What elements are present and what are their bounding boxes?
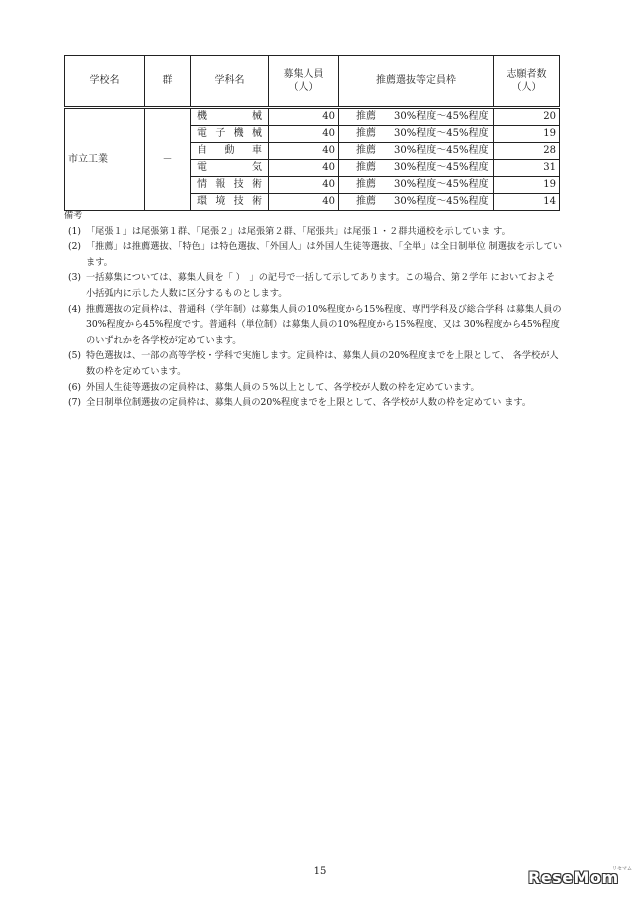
capacity-cell: 40 [269, 194, 339, 211]
note-text: 全日制単位制選抜の定員枠は、募集人員の20%程度までを上限として、各学校が人数の枠を定めてい ます。 [86, 397, 532, 409]
header-group: 群 [145, 56, 191, 108]
note-item [64, 380, 564, 396]
note-item [64, 224, 564, 240]
department-name: 機械 [191, 108, 269, 126]
header-capacity [269, 56, 339, 108]
header-school: 学校名 [65, 56, 145, 108]
department-name: 電気 [191, 160, 269, 177]
capacity-cell: 40 [269, 108, 339, 126]
resemom-logo-sub: リセマム [612, 866, 632, 872]
recommendation-range: 30%程度～45%程度 [394, 196, 489, 208]
capacity-cell: 40 [269, 160, 339, 177]
table-row [65, 108, 560, 126]
resemom-logo: ReseMom [528, 868, 619, 887]
applicants-cell: 20 [494, 108, 560, 126]
note-item [64, 270, 564, 301]
recommendation-type: 推薦 [356, 196, 376, 208]
note-number: (7) [68, 397, 82, 409]
applicants-cell: 14 [494, 194, 560, 211]
recommendation-range: 30%程度～45%程度 [394, 128, 489, 140]
note-text: 外国人生徒等選抜の定員枠は、募集人員の５%以上として、各学校が人数の枠を定めています。 [86, 381, 480, 393]
header-department: 学科名 [191, 56, 269, 108]
recommendation-range: 30%程度～45%程度 [394, 179, 489, 191]
recommendation-range: 30%程度～45%程度 [394, 162, 489, 174]
note-number: (6) [68, 381, 82, 393]
recommendation-cell [339, 108, 494, 126]
recommendation-range: 30%程度～45%程度 [394, 111, 489, 123]
admissions-table [64, 55, 560, 211]
header-applicants [494, 56, 560, 108]
school-name: 市立工業 [65, 108, 145, 211]
recommendation-cell [339, 160, 494, 177]
recommendation-type: 推薦 [356, 128, 376, 140]
capacity-cell: 40 [269, 143, 339, 160]
note-text: 推薦選抜の定員枠は、普通科（学年制）は募集人員の10%程度から15%程度、専門学科及び総合学科 は募集人員の30%程度から45%程度です。普通科（単位制）は募集人員の10%程度から15%程度、又は 30%程度から45%程度のいずれかを各学校が定めています。 [86, 303, 562, 346]
recommendation-cell [339, 143, 494, 160]
capacity-cell: 40 [269, 126, 339, 143]
department-name: 自動車 [191, 143, 269, 160]
recommendation-type: 推薦 [356, 179, 376, 191]
recommendation-type: 推薦 [356, 111, 376, 123]
applicants-cell: 19 [494, 126, 560, 143]
notes-section [64, 208, 564, 411]
note-number: (1) [68, 225, 82, 237]
note-text: 「尾張１」は尾張第１群、「尾張２」は尾張第２群、「尾張共」は尾張１・２群共通校を示していま す。 [86, 225, 511, 237]
recommendation-type: 推薦 [356, 162, 376, 174]
note-item [64, 239, 564, 270]
recommendation-cell [339, 177, 494, 194]
notes-title: 備考 [64, 210, 83, 221]
header-capacity-text: 募集人員 （人） [283, 69, 324, 93]
department-name: 環境技術 [191, 194, 269, 211]
note-number: (3) [68, 272, 82, 284]
note-item [64, 395, 564, 411]
note-text: 特色選抜は、一部の高等学校・学科で実施します。定員枠は、募集人員の20%程度までを上限として、 各学校が人数の枠を定めています。 [86, 350, 559, 377]
header-applicants-text: 志願者数 （人） [506, 69, 547, 93]
applicants-cell: 28 [494, 143, 560, 160]
note-text: 「推薦」は推薦選抜、「特色」は特色選抜、「外国人」は外国人生徒等選抜、「全単」は全日制単位 制選抜を示しています。 [86, 241, 563, 268]
group-value: － [145, 108, 191, 211]
capacity-cell: 40 [269, 177, 339, 194]
table-header-row [65, 56, 560, 108]
note-text: 一括募集については、募集人員を「 ） 」の記号で一括して示してあります。この場合、第２学年 においておよそ小括弧内に示した人数に区分するものとします。 [86, 272, 555, 299]
note-item [64, 348, 564, 379]
department-name: 電子機械 [191, 126, 269, 143]
note-item [64, 302, 564, 349]
note-number: (5) [68, 350, 82, 362]
note-number: (2) [68, 241, 82, 253]
recommendation-range: 30%程度～45%程度 [394, 145, 489, 157]
recommendation-type: 推薦 [356, 145, 376, 157]
recommendation-cell [339, 126, 494, 143]
applicants-cell: 31 [494, 160, 560, 177]
department-name: 情報技術 [191, 177, 269, 194]
note-number: (4) [68, 303, 82, 315]
header-recommendation: 推薦選抜等定員枠 [339, 56, 494, 108]
page-number: 15 [313, 866, 327, 877]
applicants-cell: 19 [494, 177, 560, 194]
